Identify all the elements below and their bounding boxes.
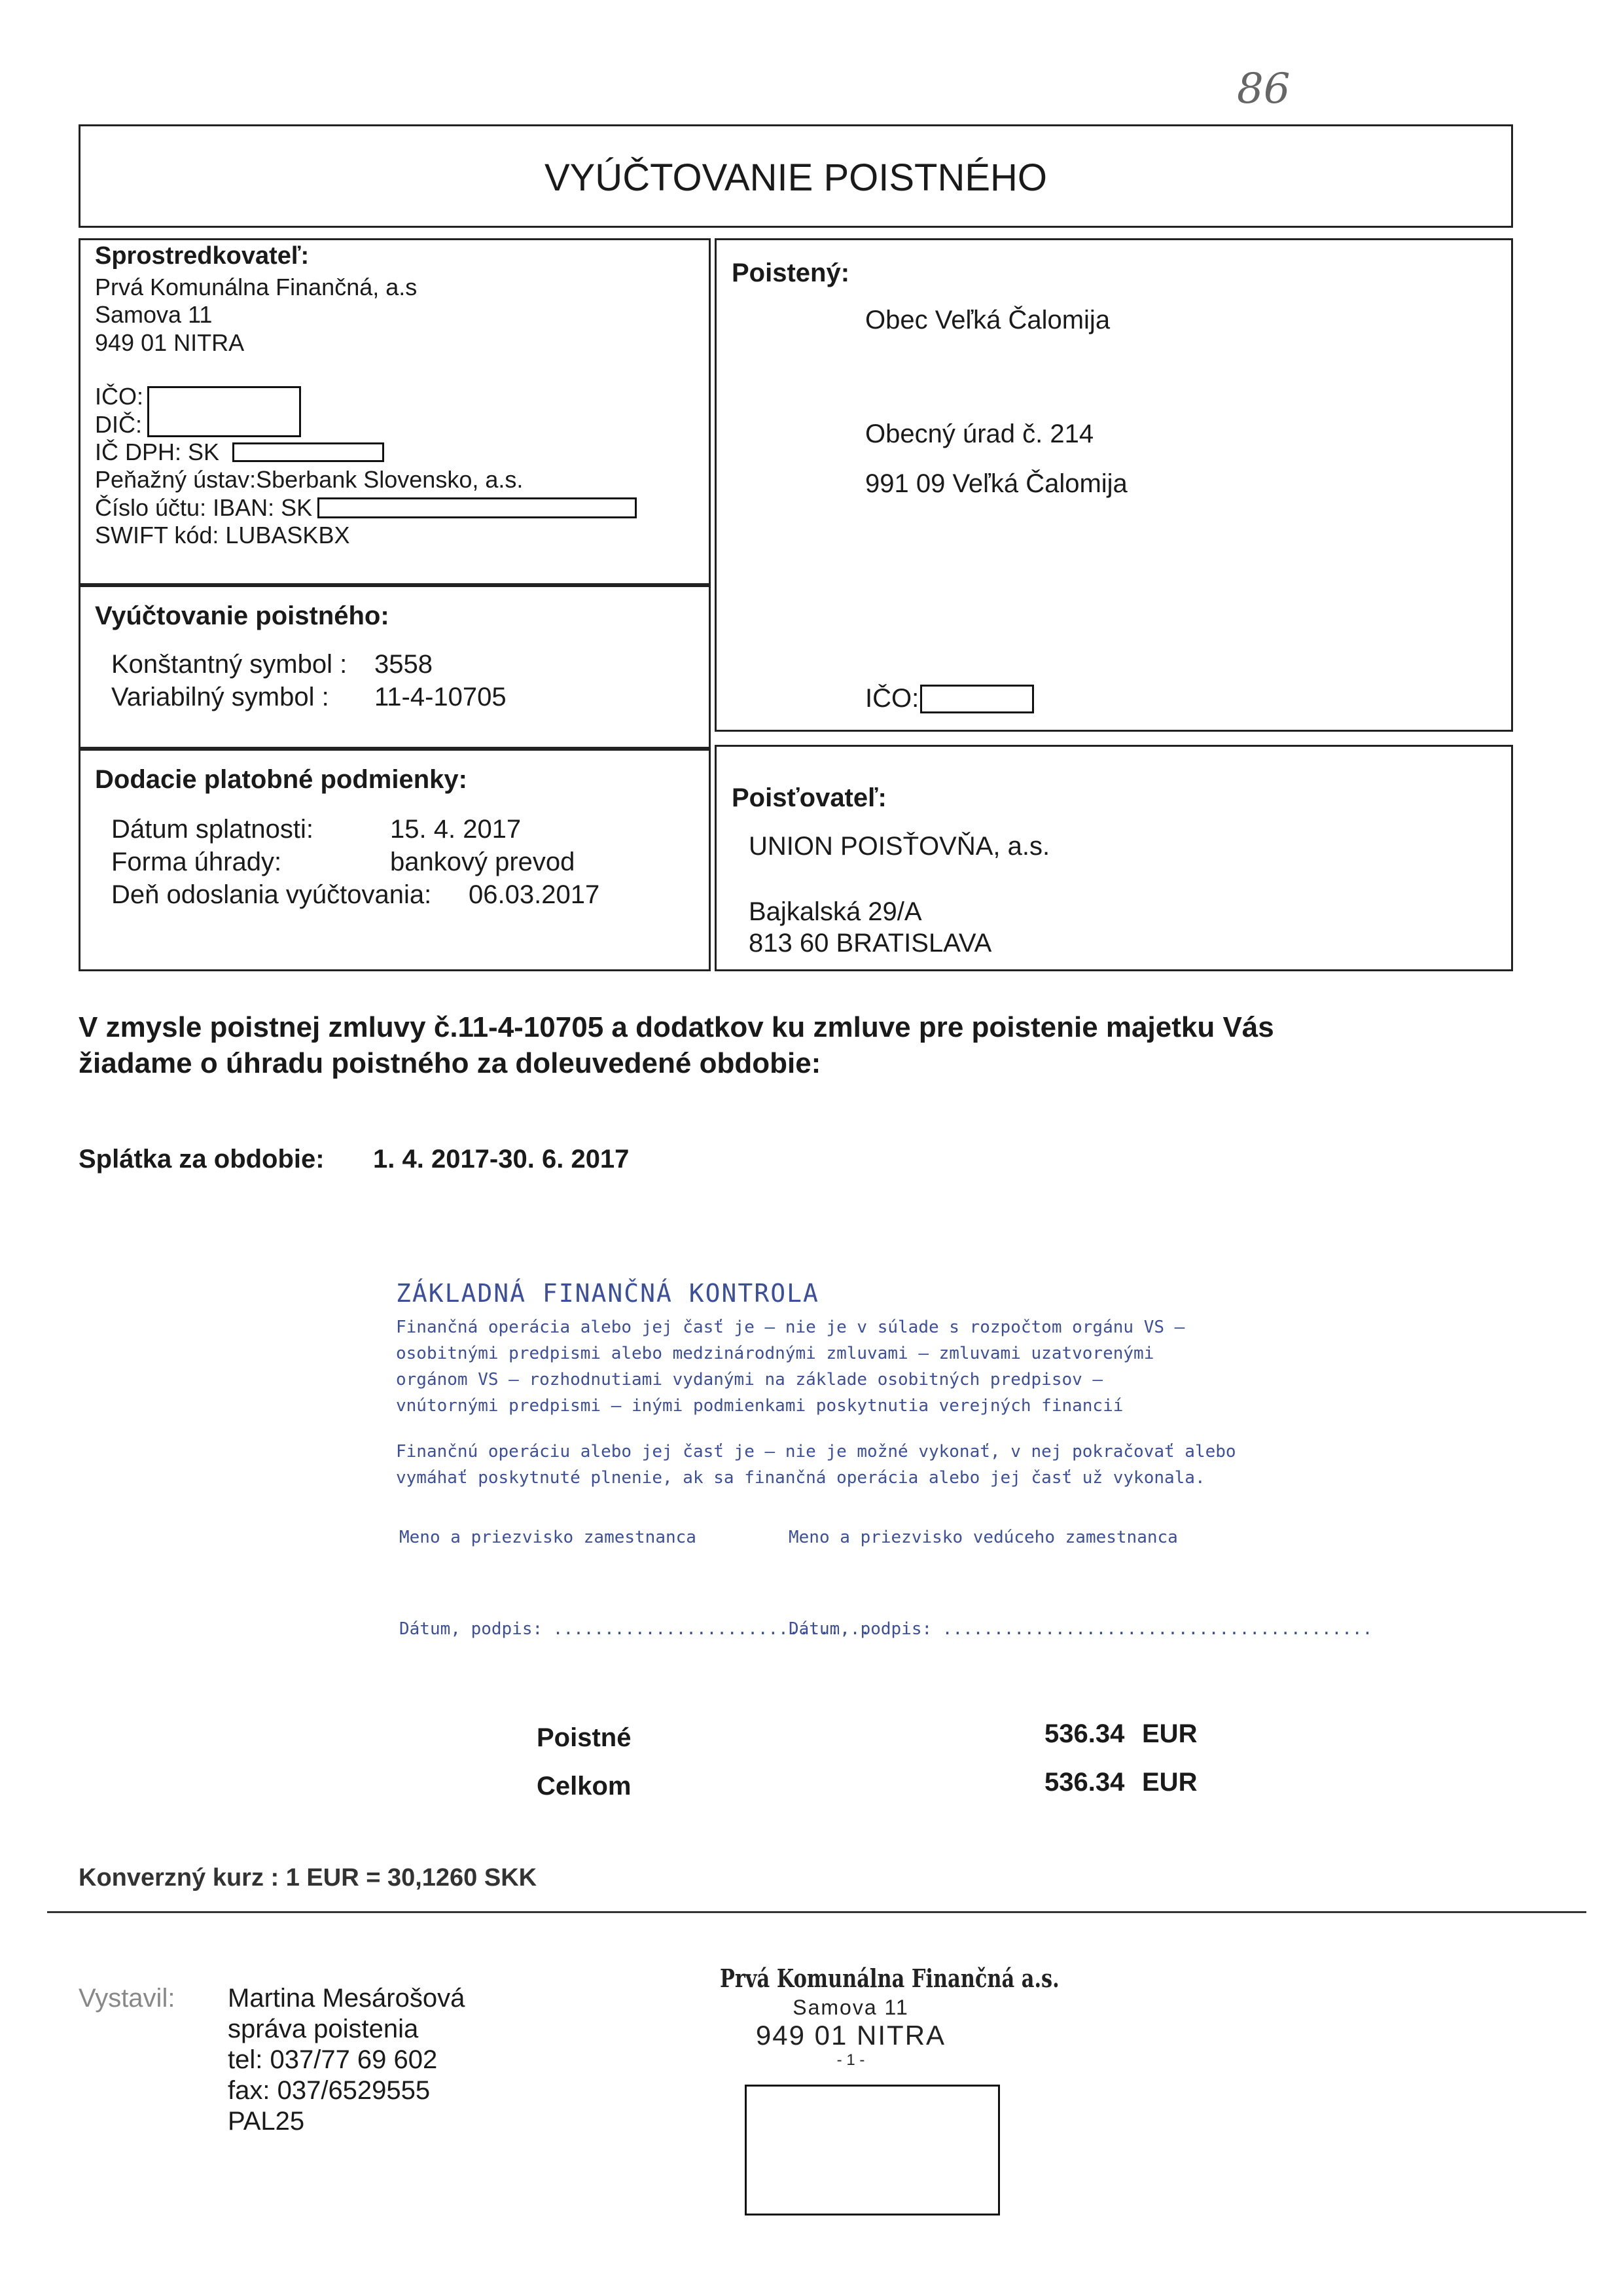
company-stamp-street: Samova 11 — [793, 1996, 909, 2019]
const-symbol-value: 3558 — [374, 650, 433, 679]
intermediary-heading: Sprostredkovateľ: — [95, 242, 310, 270]
insured-ico-label: IČO: — [865, 684, 919, 713]
due-date-label: Dátum splatnosti: — [111, 815, 314, 844]
request-line-2: žiadame o úhradu poistného za doleuvedené obdobie: — [79, 1047, 821, 1079]
var-symbol-value: 11-4-10705 — [374, 683, 507, 711]
control-stamp-line: osobitnými predpismi alebo medzinárodnými zmluvami – zmluvami uzatvorenými — [396, 1343, 1154, 1363]
page-mark: 86 — [1237, 65, 1291, 113]
payment-form-label: Forma úhrady: — [111, 848, 282, 876]
insurer-city: 813 60 BRATISLAVA — [749, 929, 992, 958]
redacted-insured-ico — [920, 685, 1034, 713]
stamp-sign-right: Dátum, podpis: .......................................... — [789, 1619, 1373, 1639]
company-stamp-page: - 1 - — [836, 2051, 865, 2069]
insurer-name: UNION POISŤOVŇA, a.s. — [749, 832, 1050, 861]
premium-currency: EUR — [1142, 1719, 1198, 1748]
sent-date-label: Deň odoslania vyúčtovania: — [111, 880, 432, 909]
issuer-tel: tel: 037/77 69 602 — [228, 2045, 438, 2074]
terms-heading: Dodacie platobné podmienky: — [95, 765, 467, 794]
redacted-icdph — [232, 442, 384, 462]
intermediary-swift: SWIFT kód: LUBASKBX — [95, 522, 350, 548]
insurer-street: Bajkalská 29/A — [749, 897, 922, 926]
insured-office: Obecný úrad č. 214 — [865, 420, 1094, 448]
stamp-sign-left: Dátum, podpis: ............................... — [399, 1619, 871, 1639]
billing-heading: Vyúčtovanie poistného: — [95, 601, 389, 630]
insurer-heading: Poisťovateľ: — [732, 783, 887, 812]
issuer-name: Martina Mesárošová — [228, 1984, 465, 2013]
stamp-name-right: Meno a priezvisko vedúceho zamestnanca — [789, 1528, 1178, 1547]
control-stamp-line: vymáhať poskytnuté plnenie, ak sa finančná operácia alebo jej časť už vykonala. — [396, 1467, 1205, 1488]
redacted-signature — [745, 2085, 1000, 2215]
redacted-iban — [317, 497, 637, 518]
premium-label: Poistné — [537, 1723, 632, 1752]
insured-name: Obec Veľká Čalomija — [865, 306, 1111, 334]
intermediary-ico-label: IČO: — [95, 383, 144, 410]
payment-form-value: bankový prevod — [390, 848, 575, 876]
control-stamp-line: orgánom VS – rozhodnutiami vydanými na základe osobitných predpisov – — [396, 1369, 1103, 1390]
installment-label: Splátka za obdobie: — [79, 1145, 325, 1174]
company-stamp — [687, 1964, 1060, 2070]
issuer-code: PAL25 — [228, 2107, 305, 2136]
control-stamp — [396, 1279, 1236, 1488]
intermediary-bank: Peňažný ústav:Sberbank Slovensko, a.s. — [95, 466, 524, 493]
intermediary-name: Prvá Komunálna Finančná, a.s — [95, 274, 418, 300]
due-date-value: 15. 4. 2017 — [390, 815, 522, 844]
insured-city: 991 09 Veľká Čalomija — [865, 469, 1128, 498]
total-label: Celkom — [537, 1772, 632, 1801]
control-stamp-title: ZÁKLADNÁ FINANČNÁ KONTROLA — [396, 1279, 819, 1308]
conversion-rate: Konverzný kurz : 1 EUR = 30,1260 SKK — [79, 1864, 537, 1892]
footer-divider — [47, 1911, 1586, 1913]
premium-value: 536.34 — [1044, 1719, 1125, 1748]
redacted-ico — [147, 386, 301, 437]
issuer-role: správa poistenia — [228, 2015, 419, 2043]
intermediary-icdph-label: IČ DPH: SK — [95, 439, 220, 465]
intermediary-dic-label: DIČ: — [95, 411, 142, 438]
company-stamp-city: 949 01 NITRA — [755, 2020, 946, 2051]
const-symbol-label: Konštantný symbol : — [111, 650, 348, 679]
intermediary-street: Samova 11 — [95, 301, 213, 328]
company-stamp-name: Prvá Komunálna Finančná a.s. — [720, 1964, 1060, 1993]
page-title: VYÚČTOVANIE POISTNÉHO — [544, 156, 1048, 199]
issuer-fax: fax: 037/6529555 — [228, 2076, 431, 2105]
stamp-name-left: Meno a priezvisko zamestnanca — [399, 1528, 696, 1547]
intermediary-account-label: Číslo účtu: IBAN: SK — [95, 494, 313, 521]
installment-value: 1. 4. 2017-30. 6. 2017 — [373, 1145, 630, 1174]
control-stamp-line: Finančná operácia alebo jej časť je – nie je v súlade s rozpočtom orgánu VS – — [396, 1317, 1185, 1337]
intermediary-city: 949 01 NITRA — [95, 329, 245, 356]
var-symbol-label: Variabilný symbol : — [111, 683, 329, 711]
control-stamp-line: vnútornými predpismi – inými podmienkami poskytnutia verejných financií — [396, 1395, 1124, 1416]
request-line-1: V zmysle poistnej zmluvy č.11-4-10705 a dodatkov ku zmluve pre poistenie majetku Vás — [79, 1011, 1274, 1043]
issued-label: Vystavil: — [79, 1984, 175, 2013]
insured-heading: Poistený: — [732, 259, 850, 287]
title-box — [79, 124, 1513, 228]
total-currency: EUR — [1142, 1768, 1198, 1797]
control-stamp-line: Finančnú operáciu alebo jej časť je – nie je možné vykonať, v nej pokračovať alebo — [396, 1441, 1236, 1462]
total-value: 536.34 — [1044, 1768, 1125, 1797]
sent-date-value: 06.03.2017 — [469, 880, 600, 909]
